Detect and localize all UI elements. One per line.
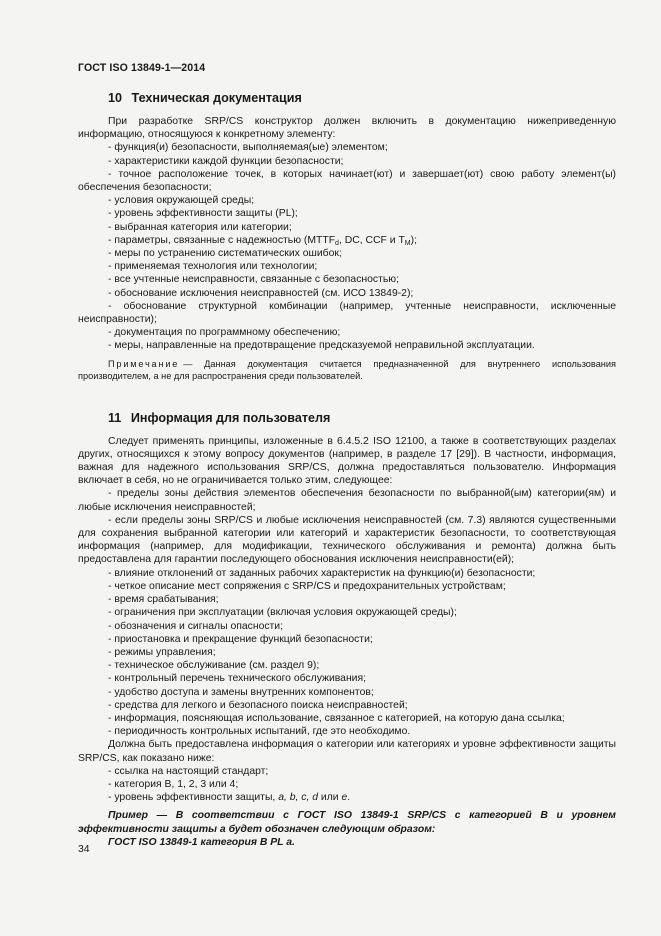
note-label: Примечание	[108, 358, 180, 369]
list-item: - средства для легкого и безопасного поиска неисправностей;	[108, 699, 408, 711]
params-prefix: - параметры, связанные с надежностью (MTTF	[108, 234, 336, 246]
list-item: - пределы зоны действия элементов обеспечения безопасности по выбранной(ым) категории(ям) и любые исключения неисправностей;	[78, 488, 616, 513]
list-item: - характеристики каждой функции безопасности;	[108, 155, 344, 167]
list-item: - периодичность контрольных испытаний, где это необходимо.	[108, 726, 411, 738]
list-item: - точное расположение точек, в которых начинает(ют) и завершает(ют) свою работу элемент(ы) обеспечения безопасности;	[78, 168, 616, 194]
pl-mid: или	[318, 792, 342, 804]
list-item: - удобство доступа и замены внутренних компонентов;	[108, 686, 374, 698]
section-10-title	[108, 90, 616, 106]
list-item: - функция(и) безопасности, выполняемая(ые) элементом;	[108, 142, 388, 154]
pl-prefix: - уровень эффективности защиты,	[108, 792, 279, 804]
page-content	[78, 90, 616, 849]
pl-end: .	[347, 792, 351, 804]
pl-last-level: e	[341, 792, 348, 804]
list-item: - ограничения при эксплуатации (включая условия окружающей среды);	[108, 607, 457, 619]
params-sub-m: M	[404, 239, 411, 247]
list-item: - документация по программному обеспечению;	[108, 327, 341, 339]
section-title-text: Техническая документация	[131, 91, 302, 105]
list-item: - время срабатывания;	[108, 594, 219, 606]
list-item: - уровень эффективности защиты (PL);	[108, 208, 298, 220]
list-item: - ссылка на настоящий стандарт;	[108, 765, 269, 777]
list-item: - обоснование структурной комбинации (например, учтенные неисправности, исключенные неисправности);	[78, 300, 616, 326]
section-10-intro: При разработке SRP/CS конструктор должен включить в документацию нижеприведенную информацию, относящуюся к конкретному элементу:	[78, 116, 616, 141]
list-item: - применяемая технология или технологии;	[108, 261, 318, 273]
list-item: - техническое обслуживание (см. раздел 9);	[108, 660, 320, 672]
document-header: ГОСТ ISO 13849-1—2014	[78, 62, 206, 74]
list-item: - контрольный перечень технического обслуживания;	[108, 673, 366, 685]
pl-levels: a, b, c, d	[278, 792, 319, 804]
list-item: - режимы управления;	[108, 646, 216, 658]
list-item-pl-levels	[78, 791, 616, 804]
list-item: - четкое описание мест сопряжения с SRP/CS и предохранительных устройствам;	[108, 580, 506, 592]
list-item-params	[78, 234, 616, 247]
section-11-title	[108, 410, 616, 426]
list-item: - если пределы зоны SRP/CS и любые исключения неисправностей (см. 7.3) являются существенными для сохранения выбранной категории или категорий и характеристик безопасности, то соответствующая информация (например, для модификации, технического обслуживания и ремонта) должна быть предоставлена для гарантии последующего обоснования исключения неисправности(ей);	[78, 514, 616, 566]
section-title-text: Информация для пользователя	[130, 410, 331, 425]
note-paragraph	[78, 358, 616, 382]
section-number: 11	[108, 410, 122, 425]
note-text: — Данная документация считается предназначенной для внутреннего использования производителем, а не для распространения среди пользователей.	[78, 358, 616, 381]
list-item: - выбранная категория или категории;	[108, 221, 292, 233]
list-item: - влияние отклонений от заданных рабочих характеристик на функцию(и) безопасности;	[108, 567, 536, 579]
list-item: - категория В, 1, 2, 3 или 4;	[108, 778, 239, 790]
list-item: - информация, поясняющая использование, связанное с категорией, на которую дана ссылка;	[108, 712, 565, 724]
params-middle: , DC, CCF и T	[338, 234, 405, 246]
example-designation: ГОСТ ISO 13849-1 категория В PL а.	[108, 836, 295, 848]
list-item: - условия окружающей среды;	[108, 195, 255, 207]
params-sub-d: d	[335, 239, 339, 247]
list-item: - приостановка и прекращение функций безопасности;	[108, 633, 373, 645]
example-paragraph: Пример — В соответствии с ГОСТ ISO 13849-1 SRP/CS с категорией В и уровнем эффективности защиты а будет обозначен следующим образом:	[78, 810, 616, 835]
list-item: - все учтенные неисправности, связанные с безопасностью;	[108, 274, 399, 286]
section-number: 10	[108, 91, 123, 105]
provide-info-paragraph: Должна быть предоставлена информация о категории или категориях и уровне эффективности защиты SRP/CS, как показано ниже:	[78, 739, 616, 764]
list-item: - меры по устранению систематических ошибок;	[108, 248, 342, 260]
list-item: - меры, направленные на предотвращение предсказуемой неправильной эксплуатации.	[108, 340, 535, 352]
params-suffix: );	[410, 234, 417, 246]
section-11-intro: Следует применять принципы, изложенные в 6.4.5.2 ISO 12100, а также в соответствующих разделах других, относящихся к этому вопросу документов (например, в разделе 17 [29]). В частности, информация, важная для надежного использования SRP/CS, должна предоставляться пользователю. Информация включает в себя, но не ограничивается только этим, следующее:	[78, 435, 616, 487]
section-gap	[78, 382, 616, 410]
page-number: 34	[78, 844, 90, 855]
list-item: - обоснование исключения неисправностей (см. ИСО 13849-2);	[108, 287, 414, 299]
list-item: - обозначения и сигналы опасности;	[108, 620, 283, 632]
